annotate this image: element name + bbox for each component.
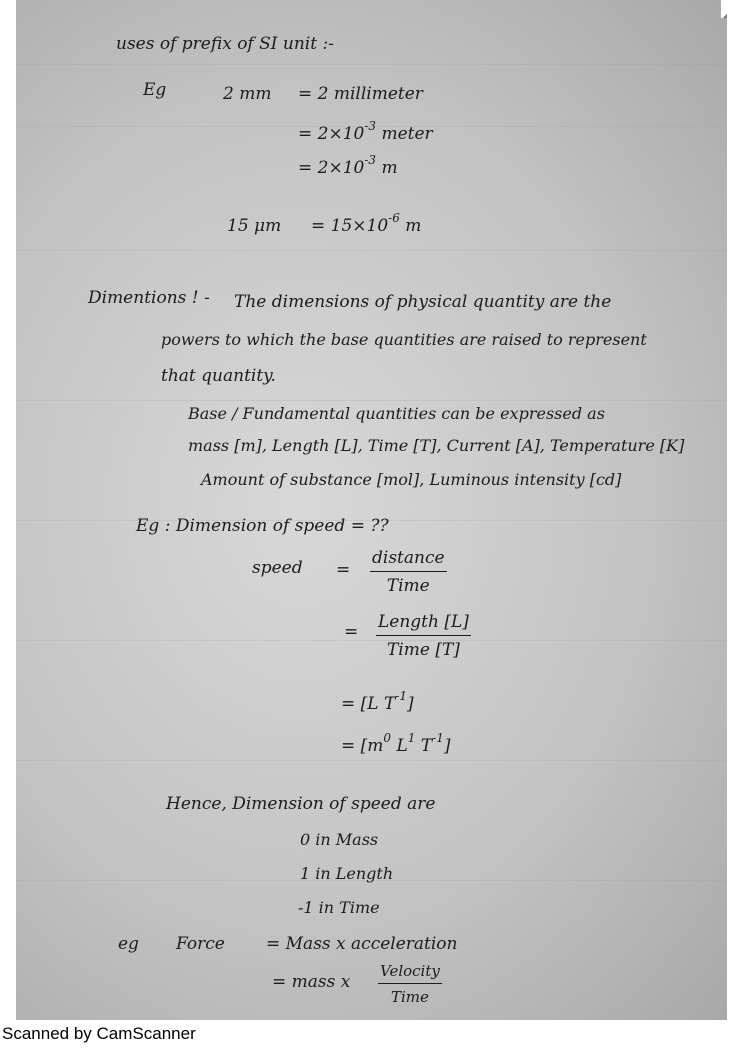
speed-result-1-exponent: -1 — [395, 689, 408, 703]
dimensions-heading: Dimentions ! - — [88, 288, 210, 308]
speed-hence-time: -1 in Time — [298, 898, 380, 917]
speed-fraction-2-denominator: Time [T] — [386, 640, 460, 660]
prefix-line1-rhs: = 2 millimeter — [298, 84, 423, 104]
fraction-bar — [376, 635, 471, 636]
page-corner-fold — [721, 0, 727, 18]
force-line2: = mass x — [272, 972, 351, 992]
dimensions-line2: powers to which the base quantities are raised to represent — [161, 330, 647, 349]
speed-result-2 — [341, 731, 451, 757]
dimensions-line3: that quantity. — [161, 366, 276, 386]
ruled-line — [16, 250, 727, 251]
speed-result-2-length-exponent: 1 — [407, 731, 416, 745]
force-fraction — [378, 962, 442, 1006]
prefix-line4 — [311, 211, 422, 237]
prefix-line3-unit: m — [376, 158, 398, 178]
prefix-line4-lhs: 15 μm — [227, 216, 282, 236]
force-fraction-denominator: Time — [390, 988, 429, 1006]
fraction-bar — [378, 983, 442, 984]
scanner-watermark: Scanned by CamScanner — [2, 1024, 196, 1043]
prefix-eg-label: Eg — [143, 80, 167, 100]
force-line1: = Mass x acceleration — [266, 934, 458, 954]
speed-hence-mass: 0 in Mass — [300, 830, 379, 849]
force-lhs: Force — [176, 934, 225, 954]
ruled-line — [16, 400, 727, 401]
speed-fraction-1-denominator: Time — [386, 576, 430, 596]
prefix-line3-base: = 2×10 — [298, 158, 365, 178]
base-quantities-line1: Base / Fundamental quantities can be expressed as — [188, 404, 605, 423]
prefix-line2-unit: meter — [376, 124, 433, 144]
speed-result-1-close: ] — [407, 694, 414, 714]
prefix-line4-exponent: -6 — [388, 211, 400, 225]
speed-hence-length: 1 in Length — [300, 864, 394, 883]
speed-result-2-close: ] — [443, 736, 451, 756]
speed-fraction-1 — [370, 548, 447, 596]
speed-question: Eg : Dimension of speed = ?? — [136, 516, 389, 536]
prefix-line3 — [298, 153, 398, 179]
speed-result-2-time-exponent: -1 — [432, 731, 444, 745]
speed-result-2-time: T — [415, 736, 433, 756]
ruled-line — [16, 64, 727, 65]
speed-lhs: speed — [252, 558, 303, 578]
prefix-line2 — [298, 119, 433, 145]
speed-fraction-2 — [376, 612, 471, 660]
speed-result-2-mass: = [m — [341, 736, 384, 756]
speed-fraction-2-numerator: Length [L] — [378, 612, 469, 632]
speed-fraction-1-numerator: distance — [372, 548, 445, 568]
force-fraction-numerator: Velocity — [380, 962, 440, 980]
speed-equals-2: = — [344, 622, 359, 642]
base-quantities-line2: mass [m], Length [L], Time [T], Current [A], Temperature [K] — [188, 436, 685, 455]
dimensions-line1: The dimensions of physical quantity are the — [234, 292, 612, 312]
notebook-page — [16, 0, 727, 1020]
prefix-line1-lhs: 2 mm — [223, 84, 272, 104]
speed-result-2-mass-exponent: 0 — [383, 731, 392, 745]
base-quantities-line3: Amount of substance [mol], Luminous intensity [cd] — [201, 470, 622, 489]
speed-result-1-base: = [L T — [341, 694, 396, 714]
speed-result-1 — [341, 689, 414, 715]
speed-hence: Hence, Dimension of speed are — [166, 794, 436, 814]
force-eg-label: eg — [118, 934, 139, 954]
ruled-line — [16, 640, 727, 641]
prefix-line2-exponent: -3 — [364, 119, 377, 133]
ruled-line — [16, 760, 727, 761]
prefix-line4-unit: m — [399, 216, 422, 236]
prefix-line4-base: = 15×10 — [311, 216, 389, 236]
prefix-line3-exponent: -3 — [364, 153, 377, 167]
prefix-line2-base: = 2×10 — [298, 124, 365, 144]
speed-equals-1: = — [336, 560, 351, 580]
fraction-bar — [370, 571, 447, 572]
prefix-heading: uses of prefix of SI unit :- — [116, 34, 334, 54]
speed-result-2-length: L — [391, 736, 408, 756]
